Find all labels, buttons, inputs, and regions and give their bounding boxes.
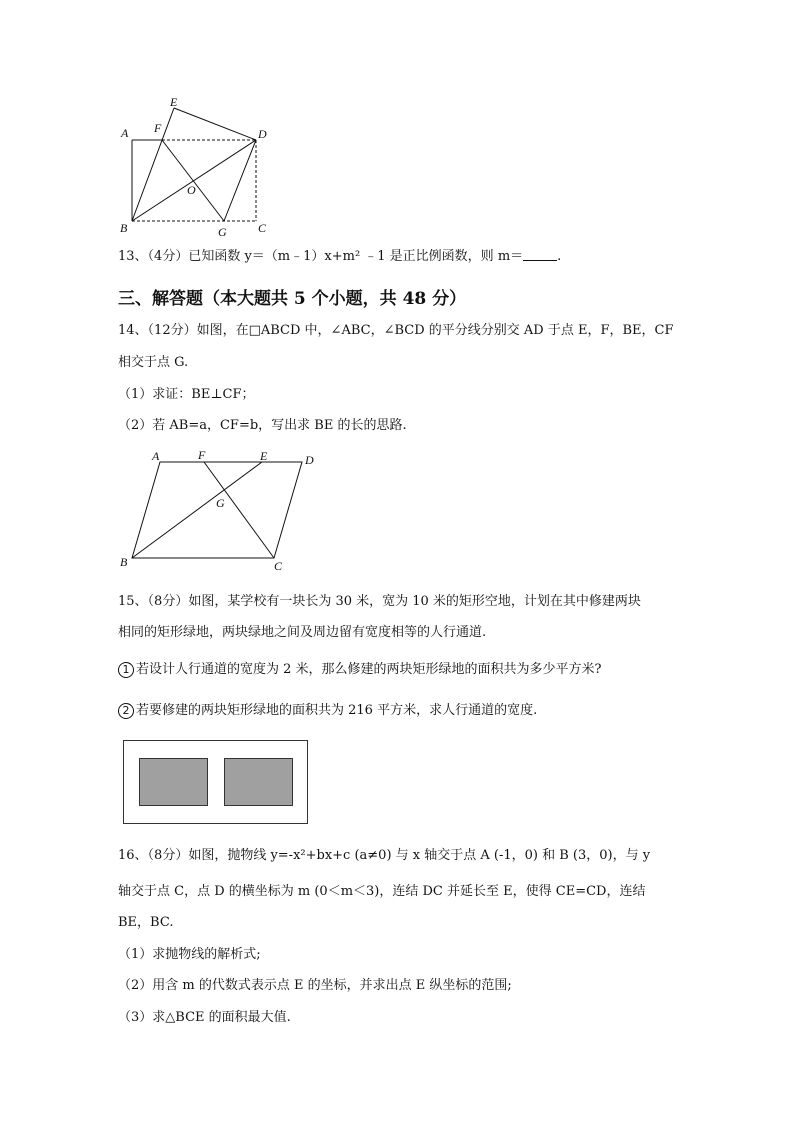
label-c: C bbox=[274, 559, 283, 573]
figure-q15 bbox=[123, 740, 308, 824]
label-c: C bbox=[258, 221, 267, 235]
question-13 bbox=[118, 248, 561, 266]
figure-q14 bbox=[112, 446, 327, 574]
question-14-line-1: 14、（12分）如图，在□ABCD 中，∠ABC，∠BCD 的平分线分别交 AD 于点 E，F，BE，CF bbox=[118, 323, 674, 338]
question-14-part-2: （2）若 AB=a，CF=b，写出求 BE 的长的思路. bbox=[118, 418, 407, 433]
label-b: B bbox=[120, 555, 128, 569]
label-d: D bbox=[305, 453, 314, 467]
question-14-line-2: 相交于点 G. bbox=[118, 355, 189, 370]
segment-bd bbox=[132, 140, 256, 221]
question-15-line-1: 15、（8分）如图，某学校有一块长为 30 米，宽为 10 米的矩形空地，计划在其中修建两块 bbox=[118, 594, 641, 609]
label-g: G bbox=[216, 496, 225, 510]
question-13-suffix: . bbox=[557, 249, 562, 264]
label-a: A bbox=[152, 449, 160, 463]
label-e: E bbox=[170, 95, 178, 109]
label-b: B bbox=[120, 221, 128, 235]
label-f: F bbox=[154, 121, 162, 135]
parallelogram-abcd bbox=[132, 462, 302, 558]
question-16-part-1: （1）求抛物线的解析式; bbox=[118, 947, 261, 962]
question-15-part-1 bbox=[118, 661, 602, 679]
segment-be bbox=[132, 108, 174, 221]
label-e: E bbox=[260, 449, 268, 463]
section-heading: 三、解答题（本大题共 5 个小题，共 48 分） bbox=[118, 289, 467, 309]
question-16-line-2: 轴交于点 C，点 D 的横坐标为 m (0＜m＜3)，连结 DC 并延长至 E，使得 CE=CD，连结 bbox=[118, 884, 646, 899]
figure-q13 bbox=[110, 90, 280, 240]
segment-fg bbox=[162, 140, 224, 221]
question-16-part-2: （2）用含 m 的代数式表示点 E 的坐标，并求出点 E 纵坐标的范围; bbox=[118, 978, 512, 993]
question-13-text: 13、（4分）已知函数 y＝（m﹣1）x+m² ﹣1 是正比例函数，则 m＝ bbox=[118, 249, 524, 264]
part-number-1: 1 bbox=[118, 662, 134, 678]
question-15-part-1-text: 若设计人行通道的宽度为 2 米，那么修建的两块矩形绿地的面积共为多少平方米? bbox=[136, 662, 602, 677]
label-a: A bbox=[121, 126, 129, 140]
segment-gd bbox=[224, 140, 256, 221]
question-16-part-3: （3）求△BCE 的面积最大值. bbox=[118, 1010, 291, 1025]
segment-cf bbox=[204, 462, 274, 558]
answer-blank bbox=[523, 248, 557, 261]
question-15-part-2 bbox=[118, 702, 537, 720]
label-d: D bbox=[258, 127, 267, 141]
label-o: O bbox=[187, 183, 196, 197]
question-16-line-3: BE，BC. bbox=[118, 915, 174, 930]
label-f: F bbox=[198, 448, 206, 462]
segment-be bbox=[132, 462, 262, 558]
question-14-part-1: （1）求证：BE⊥CF； bbox=[118, 387, 255, 402]
green-plot-right bbox=[224, 758, 293, 806]
question-16-line-1: 16、（8分）如图，抛物线 y=-x²+bx+c (a≠0) 与 x 轴交于点 A (-1，0) 和 B (3，0)，与 y bbox=[118, 848, 651, 863]
question-15-line-2: 相同的矩形绿地，两块绿地之间及周边留有宽度相等的人行通道. bbox=[118, 625, 487, 640]
label-g: G bbox=[218, 225, 227, 239]
green-plot-left bbox=[139, 758, 208, 806]
part-number-2: 2 bbox=[118, 703, 134, 719]
segment-ed bbox=[174, 108, 256, 140]
question-15-part-2-text: 若要修建的两块矩形绿地的面积共为 216 平方米，求人行通道的宽度. bbox=[136, 703, 538, 718]
